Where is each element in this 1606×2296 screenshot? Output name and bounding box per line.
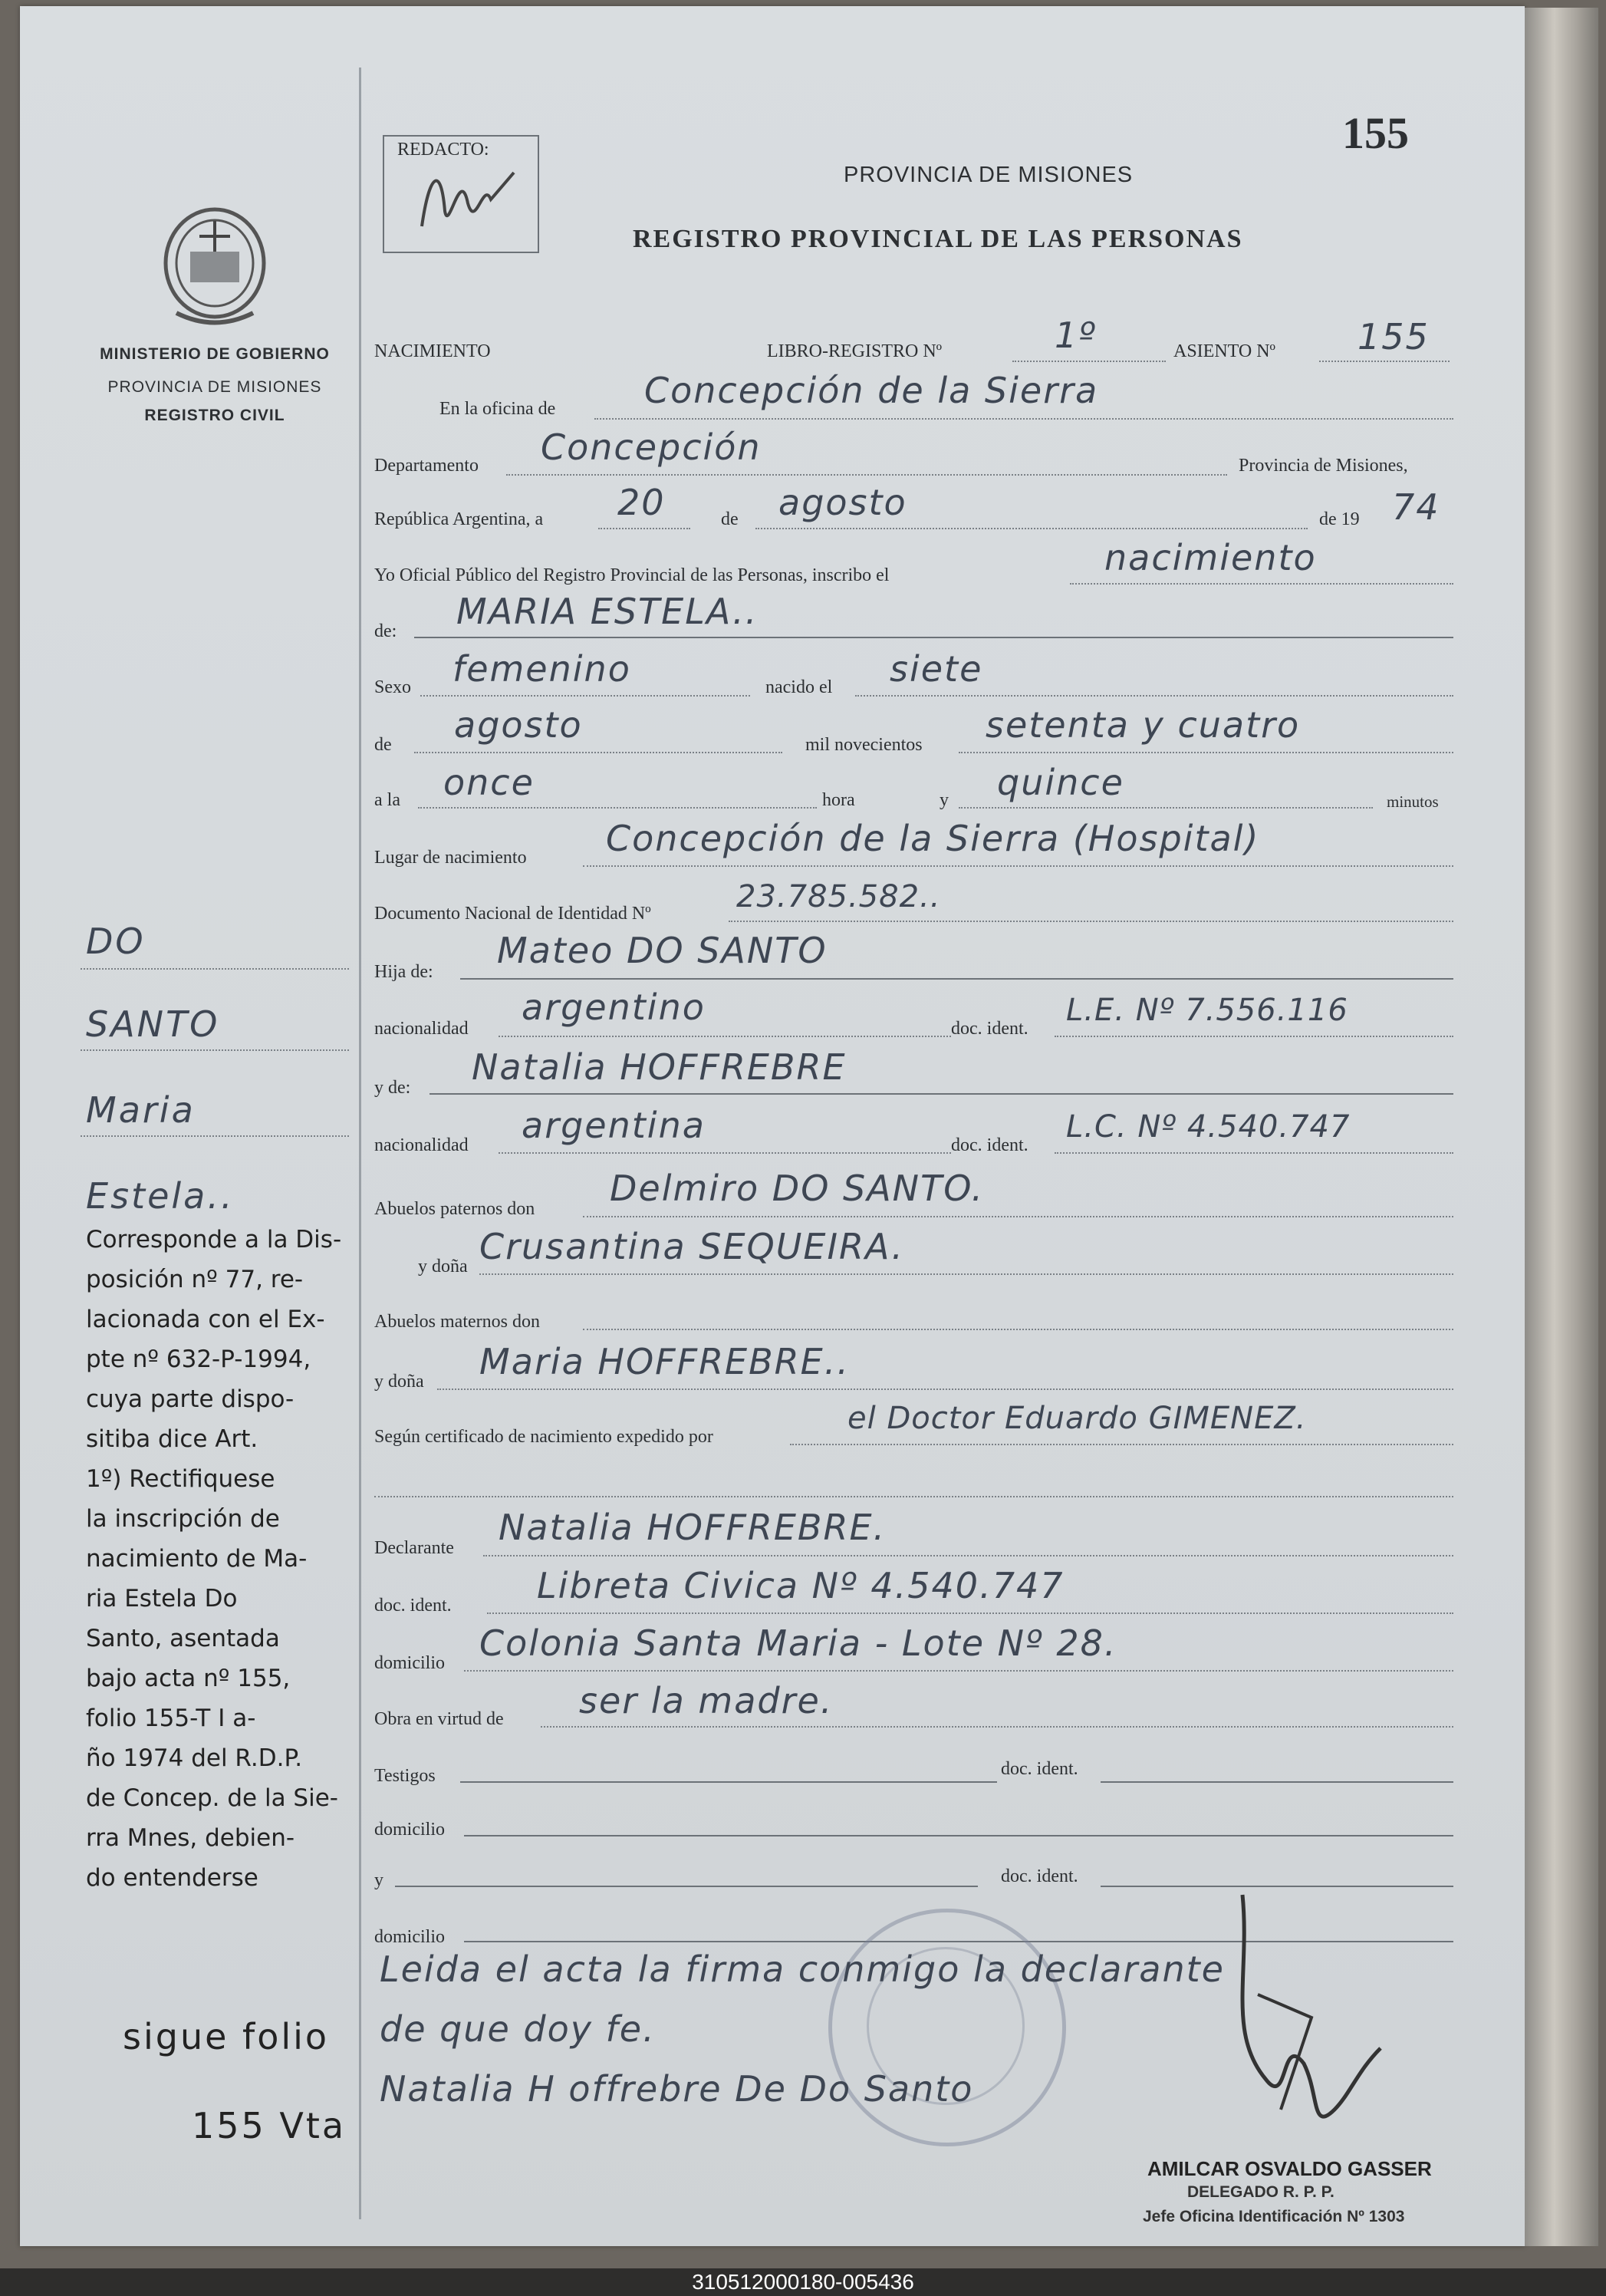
departamento-label: Departamento — [374, 456, 479, 476]
documento-line — [729, 921, 1453, 922]
lugar-label: Lugar de nacimiento — [374, 848, 527, 868]
de19-label: de 19 — [1319, 509, 1360, 529]
margin-note-line: de Concep. de la Sie- — [86, 1784, 338, 1812]
domicilio-line — [464, 1670, 1453, 1672]
nacido-line — [855, 695, 1453, 697]
hija-label: Hija de: — [374, 962, 433, 982]
asiento-value: 155 — [1358, 316, 1430, 357]
republica-label: República Argentina, a — [374, 509, 544, 529]
nombre-line — [414, 637, 1453, 638]
de-nombre-label: de: — [374, 621, 397, 641]
margin-note-line: rra Mnes, debien- — [86, 1824, 295, 1852]
asiento-line — [1319, 361, 1450, 362]
doc-decl-line — [487, 1612, 1453, 1614]
folio-vta: 155 Vta — [192, 2105, 347, 2146]
mes-line — [755, 528, 1308, 529]
sigue-folio: sigue folio — [123, 2016, 330, 2057]
de-label: de — [721, 509, 739, 529]
departamento-line — [506, 474, 1227, 476]
certificado-value: el Doctor Eduardo GIMENEZ. — [847, 1401, 1307, 1436]
nac-madre-value: argentina — [522, 1105, 706, 1146]
y-label: y — [940, 790, 949, 810]
nacido-label: nacido el — [765, 677, 833, 697]
doc-madre-line — [1055, 1152, 1453, 1154]
ydona-pat-label: y doña — [418, 1257, 468, 1276]
margin-line-1 — [81, 968, 349, 970]
province-label: PROVINCIA DE MISIONES — [107, 378, 322, 396]
registry-heading: REGISTRO PROVINCIAL DE LAS PERSONAS — [633, 225, 1243, 253]
minutos-value: quince — [997, 762, 1124, 803]
lugar-value: Concepción de la Sierra (Hospital) — [606, 818, 1260, 859]
hora-value: once — [443, 762, 535, 803]
domicilio-label: domicilio — [374, 1653, 445, 1673]
testigos-label: Testigos — [374, 1766, 436, 1786]
inscribo-value: nacimiento — [1104, 537, 1317, 578]
declarant-signature: Natalia H offrebre De Do Santo — [380, 2068, 974, 2110]
doc-ident-test1-label: doc. ident. — [1001, 1759, 1078, 1779]
signer-role: DELEGADO R. P. P. — [1187, 2183, 1334, 2201]
nac-madre-line — [499, 1152, 951, 1154]
margin-note-line: sitiba dice Art. — [86, 1425, 258, 1453]
oficial-label: Yo Oficial Público del Registro Provincial de las Personas, inscribo el — [374, 565, 890, 585]
doc-ident-test2-label: doc. ident. — [1001, 1866, 1078, 1886]
yde-label: y de: — [374, 1078, 411, 1098]
minutos-label: minutos — [1387, 792, 1439, 811]
nac-padre-value: argentino — [522, 987, 706, 1028]
ministry-label: MINISTERIO DE GOBIERNO — [100, 345, 330, 363]
margin-note-line: 1º) Rectifiquese — [86, 1465, 275, 1493]
anio-nac-value: setenta y cuatro — [986, 704, 1301, 746]
nacionalidad-madre-label: nacionalidad — [374, 1135, 469, 1155]
domicilio-value: Colonia Santa Maria - Lote Nº 28. — [479, 1622, 1117, 1664]
anio-value: 74 — [1392, 486, 1440, 528]
abuelos-mat-label: Abuelos maternos don — [374, 1312, 540, 1332]
nombre-value: MARIA ESTELA.. — [456, 591, 759, 632]
doc-ident-padre-label: doc. ident. — [951, 1019, 1028, 1039]
declarante-value: Natalia HOFFREBRE. — [499, 1507, 887, 1548]
coat-of-arms-icon — [153, 198, 276, 328]
testigo2-line — [395, 1886, 978, 1887]
abuela-mat-line — [437, 1388, 1453, 1390]
oficina-line — [594, 418, 1453, 420]
abuelo-pat-line — [583, 1216, 1453, 1217]
nac-padre-line — [499, 1036, 951, 1037]
margin-nombre-2: Estela.. — [86, 1175, 235, 1217]
doc-madre-value: L.C. Nº 4.540.747 — [1066, 1109, 1351, 1145]
mes-nac-line — [414, 752, 782, 753]
hora-line — [418, 807, 817, 809]
abuela-pat-line — [479, 1273, 1453, 1275]
abuela-pat-value: Crusantina SEQUEIRA. — [479, 1226, 904, 1267]
sexo-line — [420, 695, 750, 697]
padre-value: Mateo DO SANTO — [497, 930, 828, 971]
margin-note-line: Corresponde a la Dis- — [86, 1226, 342, 1253]
footer-id: 310512000180-005436 — [692, 2270, 914, 2294]
redacto-label: REDACTO: — [397, 140, 489, 160]
lugar-line — [583, 865, 1453, 867]
margin-note — [86, 1220, 341, 1898]
margin-apellido-2: SANTO — [86, 1003, 220, 1045]
province-heading: PROVINCIA DE MISIONES — [844, 163, 1134, 187]
domicilio-test2-label: domicilio — [374, 1927, 445, 1947]
margin-note-line: folio 155-T I a- — [86, 1705, 256, 1732]
certificado-line — [790, 1444, 1453, 1445]
margin-note-line: bajo acta nº 155, — [86, 1665, 291, 1692]
obra-line — [541, 1726, 1453, 1728]
margin-line-3 — [81, 1135, 349, 1137]
de2-label: de — [374, 735, 392, 755]
margin-note-line: ria Estela Do — [86, 1585, 238, 1612]
sexo-label: Sexo — [374, 677, 411, 697]
abuelos-pat-label: Abuelos paternos don — [374, 1199, 535, 1219]
doc-padre-line — [1055, 1036, 1453, 1037]
madre-value: Natalia HOFFREBRE — [472, 1046, 847, 1088]
margin-note-line: posición nº 77, re- — [86, 1266, 304, 1293]
documento-label: Documento Nacional de Identidad Nº — [374, 904, 651, 924]
fe-text: de que doy fe. — [380, 2008, 656, 2050]
margin-line-2 — [81, 1049, 349, 1051]
book-binding — [1525, 8, 1598, 2246]
abuelo-mat-line — [583, 1329, 1453, 1330]
declarante-label: Declarante — [374, 1538, 454, 1558]
departamento-value: Concepción — [541, 427, 762, 468]
doc-ident-madre-label: doc. ident. — [951, 1135, 1028, 1155]
margin-note-line: la inscripción de — [86, 1505, 280, 1533]
official-signature-icon — [1196, 1879, 1396, 2171]
ala-label: a la — [374, 790, 400, 810]
folio-number: 155 — [1342, 108, 1409, 158]
obra-value: ser la madre. — [579, 1680, 834, 1721]
margin-note-line: ño 1974 del R.D.P. — [86, 1744, 303, 1772]
madre-line — [429, 1093, 1453, 1095]
padre-line — [460, 978, 1453, 980]
documento-value: 23.785.582.. — [736, 879, 941, 914]
declarante-line — [483, 1555, 1453, 1556]
mes-value: agosto — [778, 482, 907, 523]
margin-note-line: cuya parte dispo- — [86, 1385, 295, 1413]
margin-note-line: pte nº 632-P-1994, — [86, 1346, 311, 1373]
nacionalidad-padre-label: nacionalidad — [374, 1019, 469, 1039]
margin-note-line: do entenderse — [86, 1864, 258, 1892]
doc-ident-decl-label: doc. ident. — [374, 1596, 452, 1616]
margin-nombre-1: Maria — [86, 1089, 196, 1131]
sexo-value: femenino — [453, 648, 631, 690]
inscribo-line — [1070, 583, 1453, 585]
signer-office: Jefe Oficina Identificación Nº 1303 — [1143, 2208, 1405, 2225]
dia-line — [598, 528, 690, 529]
asiento-label: ASIENTO Nº — [1173, 341, 1275, 361]
mil-label: mil novecientos — [805, 735, 923, 755]
oficina-value: Concepción de la Sierra — [644, 370, 1099, 411]
mes-nac-value: agosto — [454, 704, 583, 746]
margin-note-line: nacimiento de Ma- — [86, 1545, 308, 1573]
signer-name: AMILCAR OSVALDO GASSER — [1147, 2157, 1432, 2180]
anio-nac-line — [959, 752, 1453, 753]
nacimiento-label: NACIMIENTO — [374, 341, 491, 361]
abuelo-pat-value: Delmiro DO SANTO. — [610, 1168, 985, 1209]
provincia-label: Provincia de Misiones, — [1239, 456, 1408, 476]
margin-note-line: lacionada con el Ex- — [86, 1306, 325, 1333]
certificado-label: Según certificado de nacimiento expedido por — [374, 1427, 713, 1447]
redacto-signature-icon — [406, 157, 522, 242]
testigo1-line — [460, 1781, 997, 1783]
margin-note-line: Santo, asentada — [86, 1625, 280, 1652]
minutos-line — [959, 807, 1373, 809]
certificado-line-2 — [374, 1496, 1453, 1497]
dia-value: 20 — [617, 482, 666, 523]
hora-label: hora — [822, 790, 855, 810]
oficina-label: En la oficina de — [439, 399, 556, 419]
abuela-mat-value: Maria HOFFREBRE.. — [479, 1341, 850, 1382]
registry-civil-label: REGISTRO CIVIL — [144, 407, 285, 424]
doc-decl-value: Libreta Civica Nº 4.540.747 — [537, 1565, 1065, 1606]
margin-apellido-1: DO — [86, 921, 146, 962]
dom-test1-line — [464, 1835, 1453, 1836]
domicilio-test1-label: domicilio — [374, 1820, 445, 1840]
y-test-label: y — [374, 1870, 383, 1890]
libro-label: LIBRO-REGISTRO Nº — [767, 341, 943, 361]
leida-text: Leida el acta la firma conmigo la declarante — [380, 1948, 1225, 1990]
nacido-value: siete — [890, 648, 983, 690]
libro-line — [1012, 361, 1166, 362]
ydona-mat-label: y doña — [374, 1372, 424, 1392]
doc-padre-value: L.E. Nº 7.556.116 — [1066, 993, 1348, 1028]
obra-label: Obra en virtud de — [374, 1709, 504, 1729]
libro-value: 1º — [1055, 315, 1097, 356]
doc-test1-line — [1101, 1781, 1453, 1783]
